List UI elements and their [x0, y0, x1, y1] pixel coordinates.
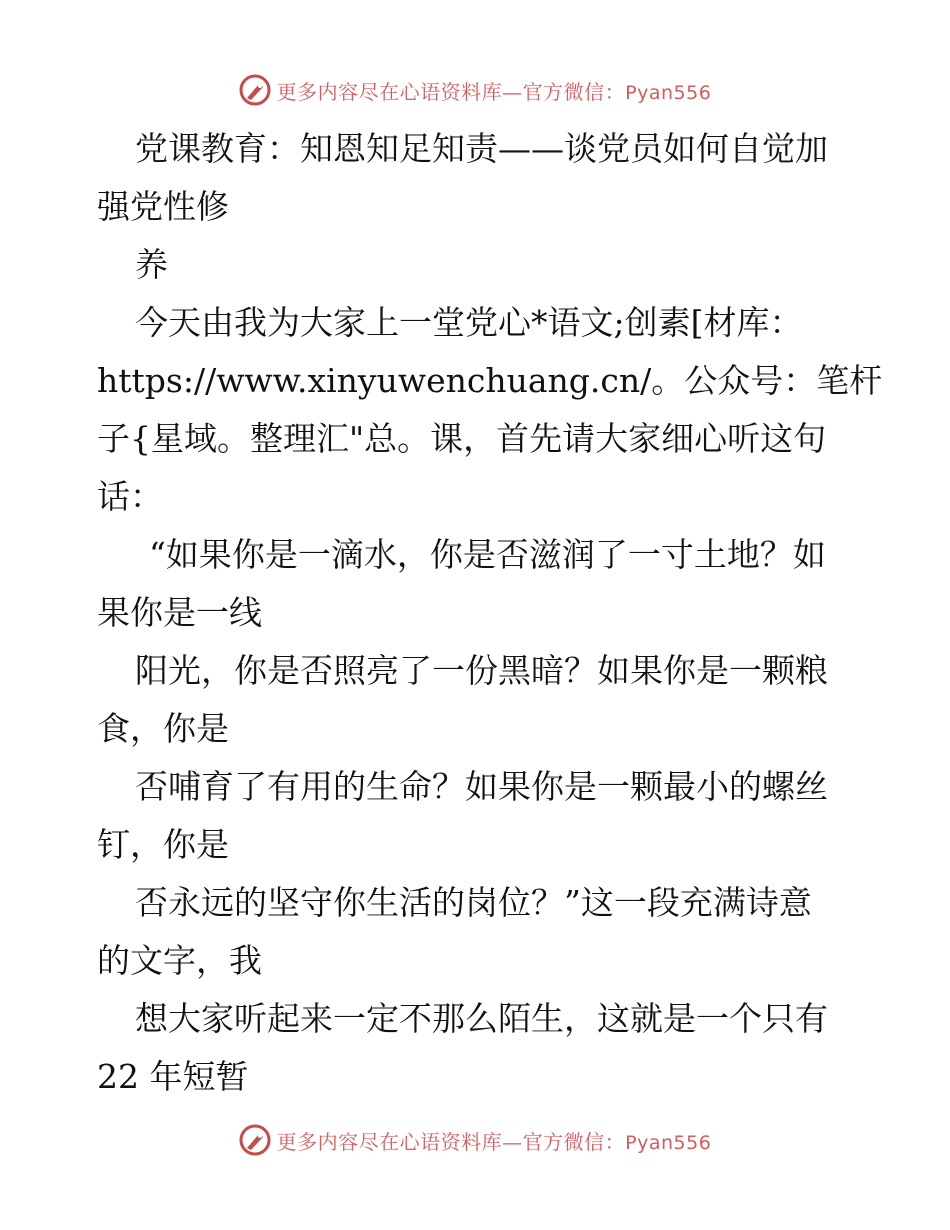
quote-line: “如果你是一滴水，你是否滋润了一寸土地？如 — [149, 535, 826, 574]
title-line-1: 党课教育：知恩知足知责——谈党员如何自觉加 — [135, 129, 828, 168]
footer-watermark — [0, 1120, 950, 1160]
pen-logo-icon — [239, 74, 271, 106]
quote-line: 果你是一线 — [97, 593, 262, 632]
quote-line: 否永远的坚守你生活的岗位？”这一段充满诗意 — [135, 883, 812, 922]
pen-logo-icon — [239, 1124, 271, 1156]
paragraph-line: https://www.xinyuwenchuang.cn/。公众号：笔杆 — [97, 361, 883, 400]
document-body — [97, 120, 883, 1106]
watermark-text: 更多内容尽在心语资料库—官方微信：Pyan556 — [276, 79, 712, 104]
paragraph-line: 子{星域。整理汇"总。课，首先请大家细心听这句 — [97, 419, 827, 458]
paragraph-line: 今天由我为大家上一堂党心*语文;创素[材库： — [135, 303, 803, 342]
paragraph-line: 想大家听起来一定不那么陌生，这就是一个只有 — [135, 999, 828, 1038]
header-watermark — [0, 70, 950, 110]
title-line-2: 强党性修 — [97, 187, 229, 226]
paragraph-line: 话： — [97, 477, 163, 516]
paragraph-line: 22 年短暂 — [97, 1057, 249, 1096]
quote-line: 钉，你是 — [97, 825, 229, 864]
quote-line: 阳光，你是否照亮了一份黑暗？如果你是一颗粮 — [135, 651, 828, 690]
paragraph-line: 的文字，我 — [97, 941, 262, 980]
quote-line: 食，你是 — [97, 709, 229, 748]
title-line-3: 养 — [135, 245, 168, 284]
watermark-text: 更多内容尽在心语资料库—官方微信：Pyan556 — [276, 1129, 712, 1154]
quote-line: 否哺育了有用的生命？如果你是一颗最小的螺丝 — [135, 767, 828, 806]
